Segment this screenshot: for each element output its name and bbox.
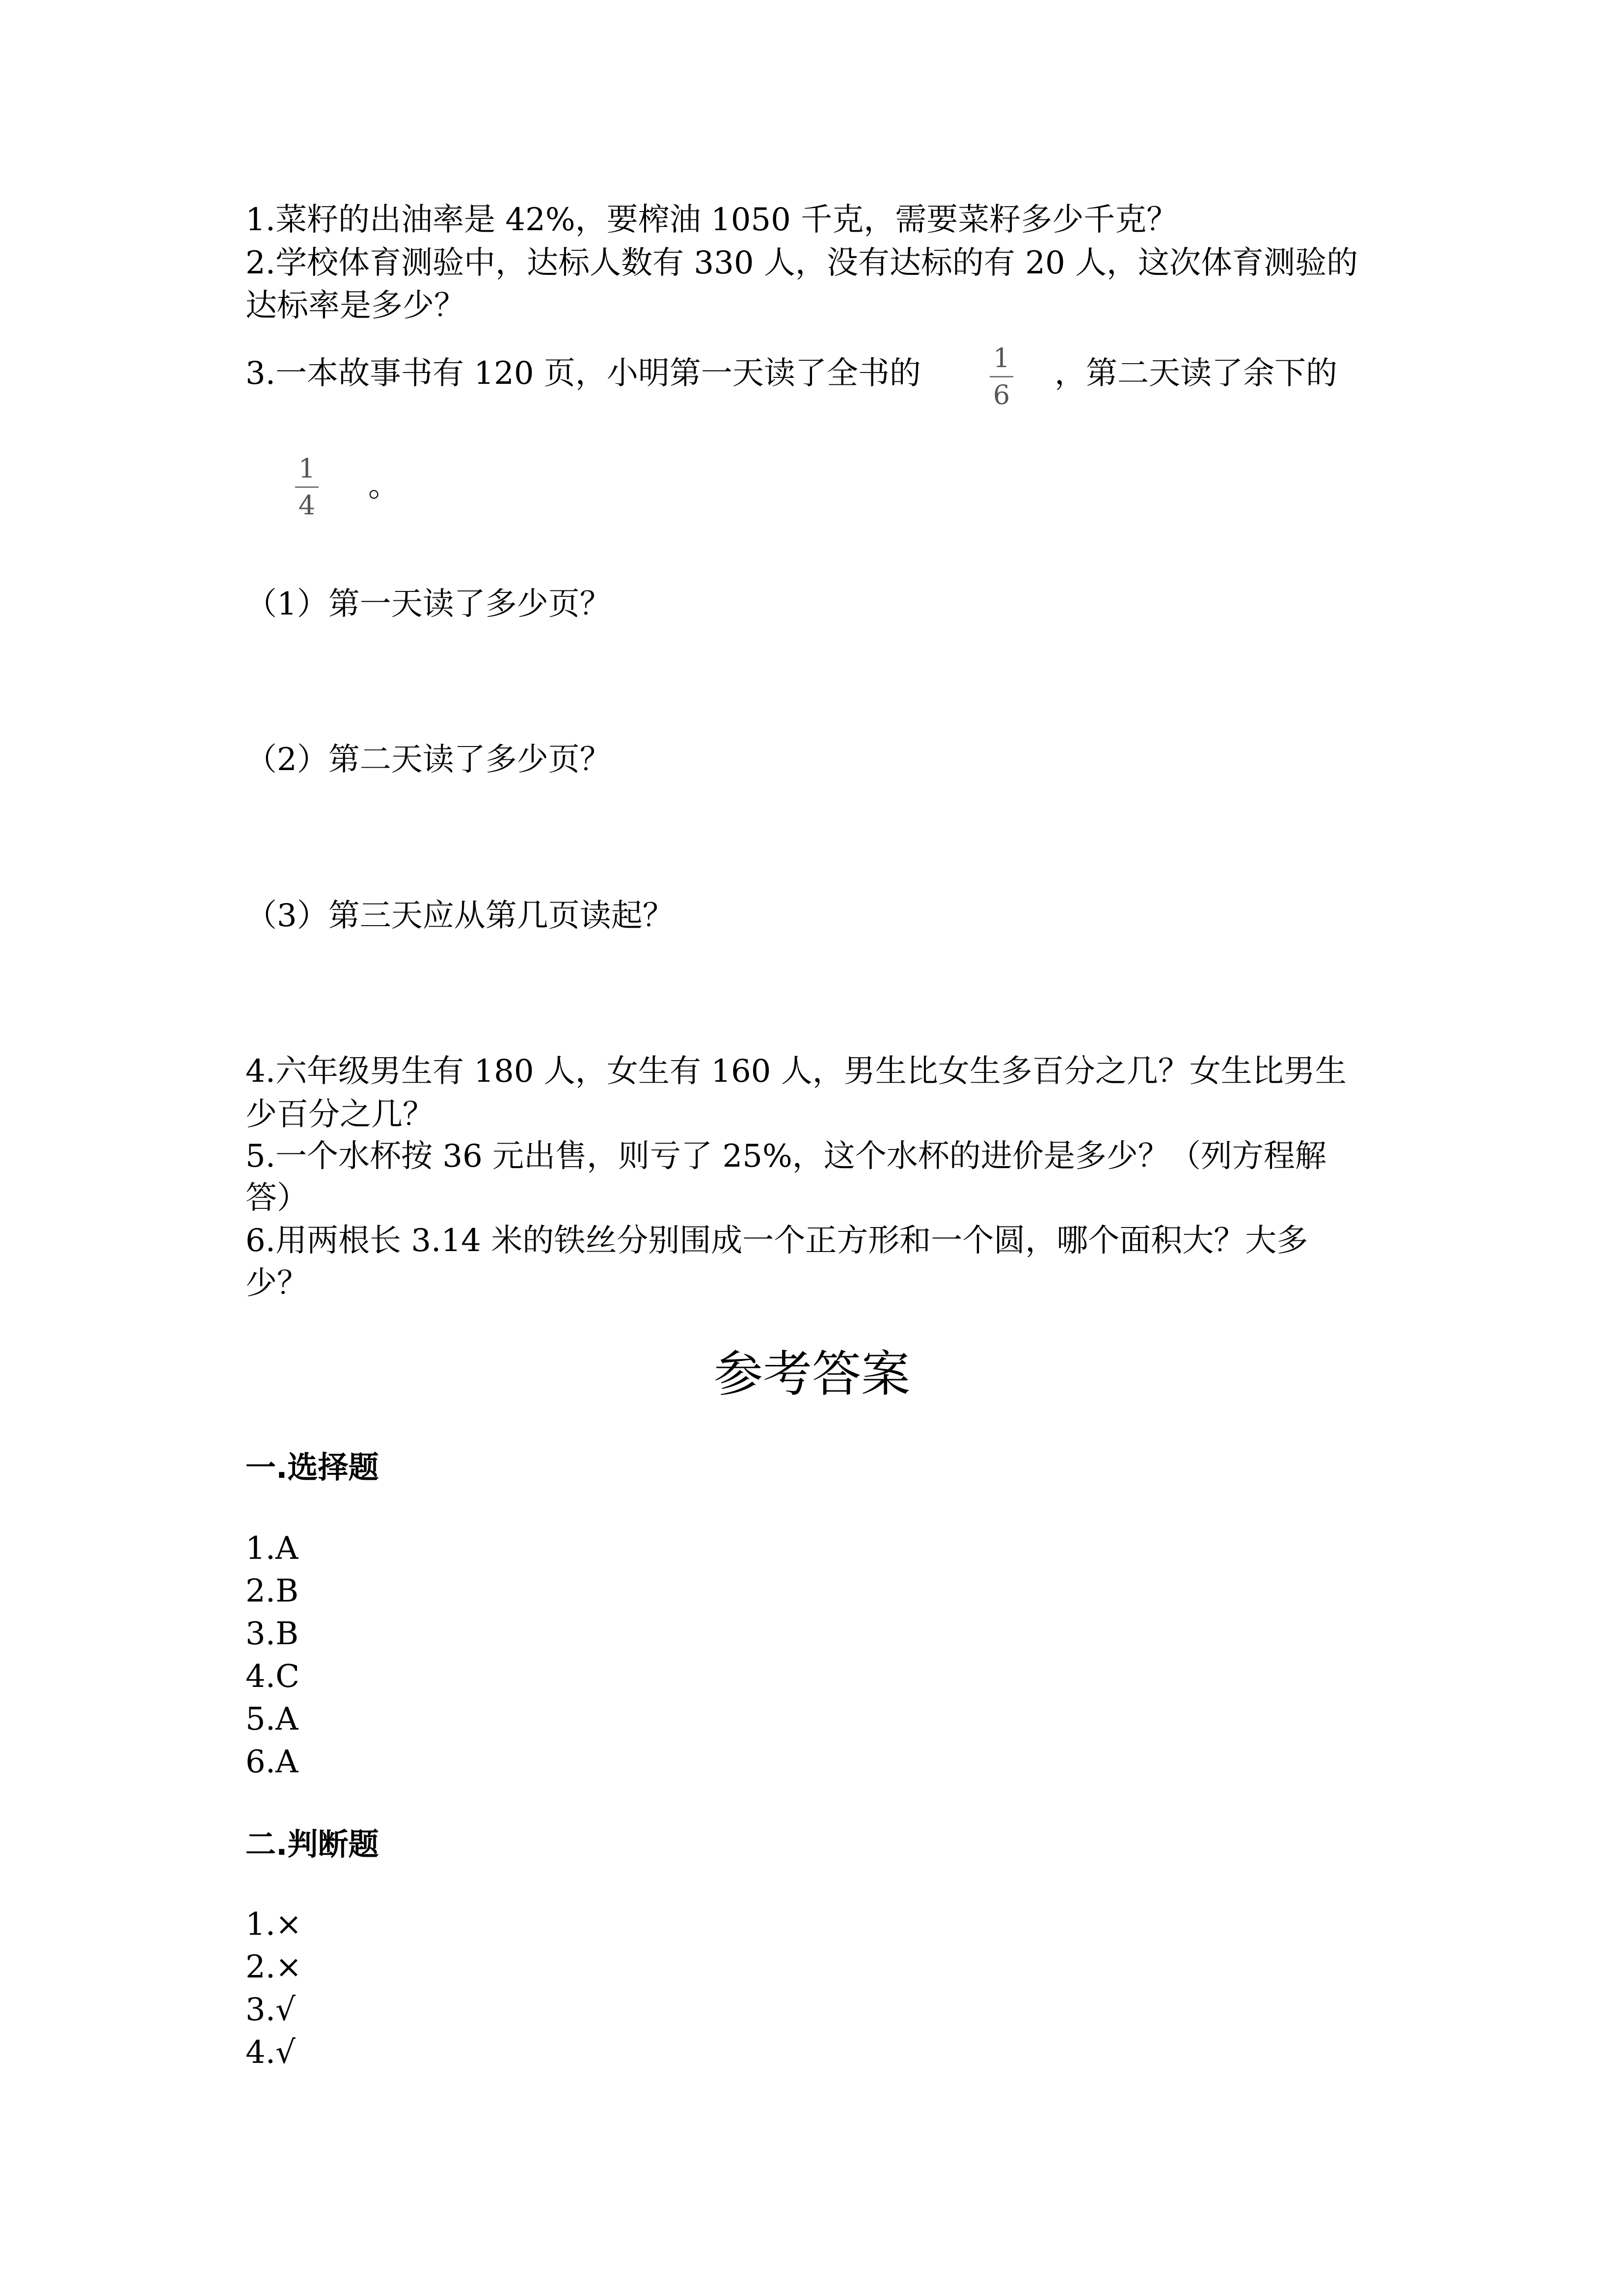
answer-judge-4: 4.√ (245, 2034, 296, 2071)
question-5-line-2: 答） (245, 1180, 308, 1216)
answer-choice-1: 1.A (245, 1530, 298, 1567)
answer-choice-3: 3.B (245, 1616, 299, 1652)
question-3-sub-1: （1）第一天读了多少页？ (245, 586, 611, 622)
fraction-numerator: 1 (993, 343, 1010, 374)
fraction-one-fourth (292, 454, 322, 520)
question-1: 1.菜籽的出油率是 42%，要榨油 1050 千克，需要菜籽多少千克？ (245, 202, 1178, 238)
answer-choice-2: 2.B (245, 1573, 299, 1609)
question-3-text-cont: ，第二天读了余下的 (1055, 355, 1337, 392)
answer-choice-5: 5.A (245, 1701, 298, 1737)
question-3-sub-2: （2）第二天读了多少页？ (245, 742, 611, 778)
fraction-bar (295, 486, 319, 488)
question-6-line-2: 少？ (245, 1265, 308, 1302)
question-5-line-1: 5.一个水杯按 36 元出售，则亏了 25%，这个水杯的进价是多少？（列方程解 (245, 1138, 1326, 1175)
question-6-line-1: 6.用两根长 3.14 米的铁丝分别围成一个正方形和一个圆，哪个面积大？大多 (245, 1223, 1308, 1259)
answer-judge-3: 3.√ (245, 1992, 296, 2028)
fraction-denominator: 6 (993, 379, 1010, 410)
fraction-numerator: 1 (298, 453, 316, 484)
question-2-line-1: 2.学校体育测验中，达标人数有 330 人，没有达标的有 20 人，这次体育测验的 (245, 245, 1358, 281)
question-2-line-2: 达标率是多少？ (245, 288, 465, 324)
answers-title: 参考答案 (714, 1345, 910, 1403)
fraction-bar (990, 376, 1013, 377)
fraction-one-sixth (987, 344, 1016, 410)
question-3-period: 。 (368, 468, 400, 504)
section-heading-choice: 一.选择题 (245, 1449, 379, 1485)
answer-judge-1: 1.× (245, 1906, 302, 1943)
answer-judge-2: 2.× (245, 1949, 302, 1985)
answer-choice-4: 4.C (245, 1658, 300, 1695)
question-3-text: 3.一本故事书有 120 页，小明第一天读了全书的 (245, 355, 921, 392)
answer-choice-6: 6.A (245, 1744, 298, 1780)
question-4-line-2: 少百分之几？ (245, 1096, 434, 1133)
question-4-line-1: 4.六年级男生有 180 人，女生有 160 人，男生比女生多百分之几？女生比男生 (245, 1053, 1347, 1090)
question-3-sub-3: （3）第三天应从第几页读起？ (245, 898, 674, 934)
fraction-denominator: 4 (298, 490, 316, 521)
section-heading-judgement: 二.判断题 (245, 1826, 379, 1862)
